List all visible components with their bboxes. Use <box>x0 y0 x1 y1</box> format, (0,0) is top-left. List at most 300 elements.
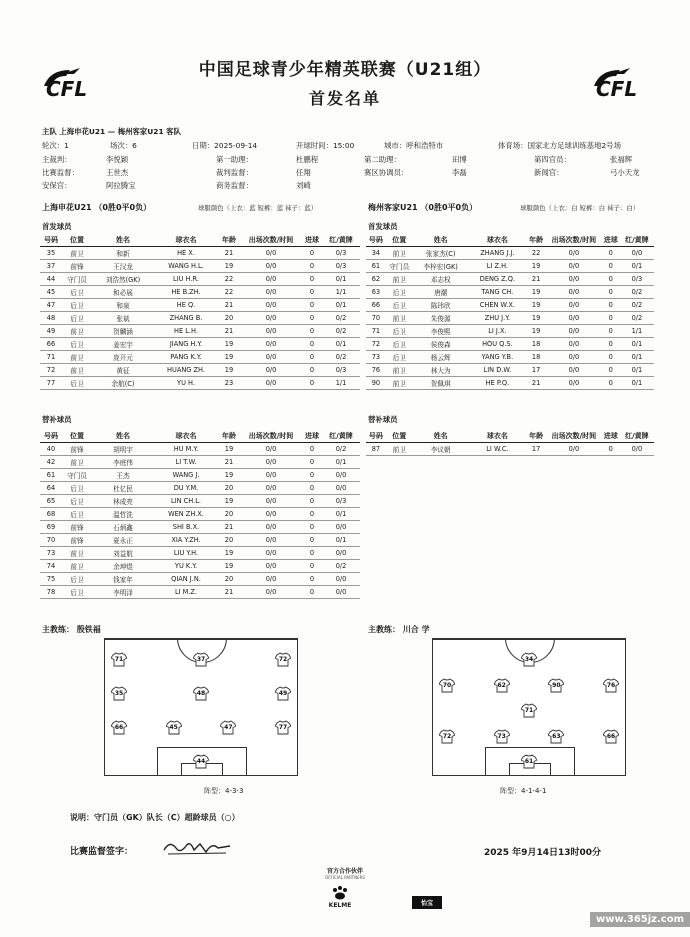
cell-cards: 0/1 <box>322 337 360 350</box>
cell-goals: 0 <box>302 272 322 285</box>
cell-age: 20 <box>218 533 240 546</box>
cell-number: 76 <box>366 363 386 376</box>
home-subs-table <box>40 430 360 599</box>
cell-cards: 0/1 <box>620 376 654 389</box>
column-header-goals: 进球 <box>302 234 322 246</box>
cell-shirt-name: WEN ZH.X. <box>154 507 218 520</box>
cell-appearances: 0/0 <box>240 285 302 298</box>
table-row <box>366 272 654 285</box>
cell-shirt-name: SHI B.X. <box>154 520 218 533</box>
match-number: 场次：6 <box>110 141 137 150</box>
cell-position: 前卫 <box>386 363 413 376</box>
cell-position: 后卫 <box>386 337 413 350</box>
cell-name: 贺佩琪 <box>413 376 469 389</box>
cell-shirt-name: HE L.H. <box>154 324 218 337</box>
table-row <box>366 246 654 259</box>
cell-shirt-name: HE P.Q. <box>469 376 527 389</box>
cell-name: 庞开元 <box>92 350 154 363</box>
table-row <box>40 572 360 585</box>
column-header-appearances: 出场次数/时间 <box>240 234 302 246</box>
cell-number: 61 <box>40 468 62 481</box>
cell-number: 71 <box>40 350 62 363</box>
cell-number: 34 <box>366 246 386 259</box>
cell-number: 69 <box>40 520 62 533</box>
player-shirt-number: 37 <box>196 656 206 663</box>
column-header-position: 位置 <box>386 234 413 246</box>
player-shirt-number: 71 <box>114 656 124 663</box>
cell-appearances: 0/0 <box>240 363 302 376</box>
cell-age: 19 <box>218 546 240 559</box>
cell-number: 45 <box>40 285 62 298</box>
table-row <box>40 455 360 468</box>
cell-goals: 0 <box>302 337 322 350</box>
cell-goals: 0 <box>302 246 322 259</box>
cell-age: 18 <box>526 337 546 350</box>
player-shirt <box>439 678 455 693</box>
cell-position: 守门员 <box>62 468 92 481</box>
cell-age: 19 <box>526 324 546 337</box>
table-row <box>40 376 360 389</box>
cell-name: 唐潮 <box>413 285 469 298</box>
cell-name: 和必展 <box>92 285 154 298</box>
cell-position: 后卫 <box>62 494 92 507</box>
legend-note: 说明：守门员（GK）队长（C）超龄球员（○） <box>70 813 240 822</box>
cell-appearances: 0/0 <box>546 285 602 298</box>
cell-shirt-name: LIU H.R. <box>154 272 218 285</box>
cell-number: 48 <box>40 311 62 324</box>
cell-position: 前卫 <box>62 455 92 468</box>
player-shirt <box>439 729 455 744</box>
cell-number: 70 <box>40 533 62 546</box>
cell-appearances: 0/0 <box>240 442 302 455</box>
cell-position: 前锋 <box>62 533 92 546</box>
cell-goals: 0 <box>302 350 322 363</box>
match-teams: 主队 上海申花U21 — 梅州客家U21 客队 <box>42 127 181 136</box>
cell-number: 75 <box>40 572 62 585</box>
cell-name: 和泉 <box>92 298 154 311</box>
cell-cards: 0/0 <box>620 246 654 259</box>
player-shirt-number: 35 <box>114 690 124 697</box>
column-header-position: 位置 <box>62 430 92 442</box>
cell-shirt-name: YU K.Y. <box>154 559 218 572</box>
player-shirt <box>603 678 619 693</box>
cell-shirt-name: HUANG ZH. <box>154 363 218 376</box>
player-shirt-number: 47 <box>224 724 233 731</box>
official-label: 第二助理： <box>364 155 401 164</box>
player-shirt-number: 63 <box>552 732 561 740</box>
player-shirt <box>521 652 537 667</box>
cell-number: 73 <box>366 350 386 363</box>
cell-position: 后卫 <box>62 376 92 389</box>
column-header-name: 姓名 <box>413 430 469 442</box>
column-header-name: 姓名 <box>92 234 154 246</box>
player-shirt <box>111 686 127 701</box>
cell-cards: 0/0 <box>322 520 360 533</box>
cell-number: 40 <box>40 442 62 455</box>
cell-age: 20 <box>218 507 240 520</box>
cell-age: 22 <box>218 272 240 285</box>
cell-position: 后卫 <box>62 311 92 324</box>
cell-cards: 0/0 <box>322 468 360 481</box>
column-header-appearances: 出场次数/时间 <box>546 430 602 442</box>
cell-shirt-name: YU H. <box>154 376 218 389</box>
cell-name: 姜宏宇 <box>92 337 154 350</box>
cell-age: 17 <box>526 442 546 455</box>
cell-position: 前卫 <box>62 324 92 337</box>
cell-position: 前卫 <box>386 376 413 389</box>
player-shirt <box>193 686 209 701</box>
cell-goals: 0 <box>602 311 620 324</box>
player-shirt-number: 77 <box>278 724 288 731</box>
cell-age: 19 <box>218 559 240 572</box>
cell-cards: 0/0 <box>322 585 360 598</box>
cell-appearances: 0/0 <box>240 572 302 585</box>
cell-age: 21 <box>218 585 240 598</box>
svg-text:CFL: CFL <box>596 77 638 100</box>
svg-text:CFL: CFL <box>46 77 88 100</box>
cell-shirt-name: HU M.Y. <box>154 442 218 455</box>
cell-goals: 0 <box>602 259 620 272</box>
cell-goals: 0 <box>302 468 322 481</box>
cell-appearances: 0/0 <box>546 376 602 389</box>
player-shirt-number: 62 <box>497 681 506 689</box>
player-shirt <box>548 729 564 744</box>
cell-goals: 0 <box>602 350 620 363</box>
cell-appearances: 0/0 <box>240 507 302 520</box>
player-shirt-number: 73 <box>497 732 506 740</box>
cell-age: 21 <box>218 298 240 311</box>
official-label: 商务监督： <box>216 181 253 190</box>
cell-cards: 1/1 <box>620 324 654 337</box>
cell-cards: 0/0 <box>322 481 360 494</box>
player-shirt <box>220 720 236 735</box>
cell-cards: 0/1 <box>620 350 654 363</box>
cell-number: 74 <box>40 559 62 572</box>
cell-position: 后卫 <box>62 572 92 585</box>
official-value: 王世杰 <box>106 168 129 177</box>
cell-name: 贺麟涵 <box>92 324 154 337</box>
cell-age: 19 <box>526 285 546 298</box>
player-shirt-number: 34 <box>524 656 534 663</box>
table-row <box>40 494 360 507</box>
cell-shirt-name: ZHU J.Y. <box>469 311 527 324</box>
player-shirt <box>494 678 510 693</box>
cell-age: 21 <box>526 272 546 285</box>
match-venue: 体育场：国家北方足球训练基地2号场 <box>498 141 621 150</box>
cell-number: 62 <box>366 272 386 285</box>
cell-age: 20 <box>218 572 240 585</box>
cell-name: 温哲洗 <box>92 507 154 520</box>
cell-appearances: 0/0 <box>546 337 602 350</box>
cell-shirt-name: WANG J. <box>154 468 218 481</box>
cell-number: 42 <box>40 455 62 468</box>
cell-position: 前卫 <box>62 246 92 259</box>
cell-cards: 0/2 <box>620 311 654 324</box>
cell-age: 19 <box>218 350 240 363</box>
cell-age: 20 <box>218 311 240 324</box>
table-row <box>40 337 360 350</box>
cell-appearances: 0/0 <box>546 350 602 363</box>
cell-name: 邓志权 <box>413 272 469 285</box>
player-shirt-number: 49 <box>278 690 288 697</box>
sponsors-subtitle: OFFICIAL PARTNERS <box>325 875 365 880</box>
player-shirt-number: 76 <box>606 681 616 689</box>
column-header-cards: 红/黄牌 <box>322 430 360 442</box>
cell-age: 21 <box>218 246 240 259</box>
cell-cards: 0/2 <box>620 298 654 311</box>
cell-goals: 0 <box>602 376 620 389</box>
cell-appearances: 0/0 <box>546 311 602 324</box>
cell-cards: 0/3 <box>322 246 360 259</box>
cell-age: 20 <box>218 481 240 494</box>
cell-name: 李议朝 <box>413 442 469 455</box>
official-value: 刘崎 <box>296 181 311 190</box>
cell-cards: 0/1 <box>322 533 360 546</box>
cell-position: 后卫 <box>386 285 413 298</box>
official-value: 弓小天龙 <box>610 168 640 177</box>
cell-goals: 0 <box>302 442 322 455</box>
cell-shirt-name: QIAN J.N. <box>154 572 218 585</box>
table-row <box>40 442 360 455</box>
column-header-age: 年龄 <box>526 430 546 442</box>
cell-name: 夏永正 <box>92 533 154 546</box>
cell-goals: 0 <box>302 324 322 337</box>
cell-name: 王汉龙 <box>92 259 154 272</box>
table-row <box>366 376 654 389</box>
cell-goals: 0 <box>302 363 322 376</box>
cell-position: 前卫 <box>62 350 92 363</box>
cell-shirt-name: DU Y.M. <box>154 481 218 494</box>
cell-position: 守门员 <box>62 272 92 285</box>
cell-position: 后卫 <box>62 337 92 350</box>
cell-number: 66 <box>40 337 62 350</box>
table-row <box>40 559 360 572</box>
cell-number: 47 <box>40 298 62 311</box>
cell-position: 后卫 <box>386 298 413 311</box>
column-header-position: 位置 <box>62 234 92 246</box>
cell-cards: 0/0 <box>322 572 360 585</box>
cell-number: 44 <box>40 272 62 285</box>
cell-appearances: 0/0 <box>240 311 302 324</box>
player-shirt <box>193 754 209 769</box>
table-row <box>366 324 654 337</box>
cell-appearances: 0/0 <box>240 468 302 481</box>
cell-goals: 0 <box>302 311 322 324</box>
cell-number: 78 <box>40 585 62 598</box>
cell-age: 19 <box>218 468 240 481</box>
cell-position: 前锋 <box>62 442 92 455</box>
cell-cards: 0/2 <box>322 442 360 455</box>
cell-cards: 0/3 <box>620 272 654 285</box>
cell-name: 钱家年 <box>92 572 154 585</box>
home-kit-colors: 球服颜色（上衣：蓝 短裤：蓝 袜子：蓝） <box>198 204 318 212</box>
match-kickoff: 开球时间：15:00 <box>296 141 355 150</box>
cell-goals: 0 <box>302 259 322 272</box>
cell-appearances: 0/0 <box>240 559 302 572</box>
page-subtitle: 首发名单 <box>308 89 381 108</box>
cell-appearances: 0/0 <box>240 324 302 337</box>
table-row <box>366 285 654 298</box>
official-value: 任翔 <box>296 168 311 177</box>
away-starters-label: 首发球员 <box>368 222 398 231</box>
column-header-name: 姓名 <box>92 430 154 442</box>
cell-goals: 0 <box>302 298 322 311</box>
cell-appearances: 0/0 <box>240 298 302 311</box>
table-row <box>40 246 360 259</box>
cell-appearances: 0/0 <box>240 259 302 272</box>
cell-number: 65 <box>40 494 62 507</box>
cell-cards: 0/0 <box>620 442 654 455</box>
match-city: 城市：呼和浩特市 <box>384 141 444 150</box>
player-shirt <box>275 720 291 735</box>
cell-goals: 0 <box>602 442 620 455</box>
cell-cards: 0/1 <box>620 363 654 376</box>
cell-goals: 0 <box>302 559 322 572</box>
cell-goals: 0 <box>302 376 322 389</box>
official-value: 李悦颖 <box>106 155 129 164</box>
cell-goals: 0 <box>602 285 620 298</box>
player-shirt-number: 66 <box>114 724 124 731</box>
column-header-shirt-name: 球衣名 <box>469 430 527 442</box>
cell-shirt-name: XIA Y.ZH. <box>154 533 218 546</box>
cell-cards: 0/3 <box>322 494 360 507</box>
official-label: 安保官： <box>42 181 72 190</box>
table-row <box>40 520 360 533</box>
cell-shirt-name: LI M.Z. <box>154 585 218 598</box>
cell-shirt-name: HE B.ZH. <box>154 285 218 298</box>
cell-appearances: 0/0 <box>240 585 302 598</box>
cell-appearances: 0/0 <box>240 520 302 533</box>
table-row <box>40 350 360 363</box>
column-header-number: 号码 <box>366 234 386 246</box>
player-shirt <box>193 652 209 667</box>
cell-appearances: 0/0 <box>546 324 602 337</box>
cell-cards: 0/0 <box>322 546 360 559</box>
table-row <box>40 481 360 494</box>
cell-name: 杜亿民 <box>92 481 154 494</box>
match-date: 日期：2025-09-14 <box>192 141 258 150</box>
cell-name: 林大为 <box>413 363 469 376</box>
player-shirt <box>603 729 619 744</box>
cell-position: 前卫 <box>386 442 413 455</box>
cell-name: 李庭伟 <box>92 455 154 468</box>
cell-shirt-name: LI Z.H. <box>469 259 527 272</box>
home-formation-pitch <box>104 638 298 776</box>
cell-shirt-name: ZHANG B. <box>154 311 218 324</box>
cell-shirt-name: YANG Y.B. <box>469 350 527 363</box>
kelme-paw-icon <box>332 886 348 900</box>
cell-shirt-name: WANG H.L. <box>154 259 218 272</box>
cell-name: 张斌 <box>92 311 154 324</box>
away-formation-pitch <box>432 638 626 776</box>
player-shirt-number: 70 <box>442 681 452 689</box>
cell-cards: 0/2 <box>620 285 654 298</box>
cell-cards: 1/1 <box>322 376 360 389</box>
column-header-cards: 红/黄牌 <box>620 234 654 246</box>
away-team-title: 梅州客家U21 （0胜0平0负） <box>368 203 478 212</box>
cell-goals: 0 <box>602 298 620 311</box>
cell-shirt-name: HE Q. <box>154 298 218 311</box>
cell-number: 68 <box>40 507 62 520</box>
player-shirt <box>166 720 182 735</box>
cell-goals: 0 <box>602 272 620 285</box>
cell-appearances: 0/0 <box>240 337 302 350</box>
table-row <box>366 350 654 363</box>
cell-appearances: 0/0 <box>240 455 302 468</box>
player-shirt <box>111 652 127 667</box>
cell-cards: 0/1 <box>322 455 360 468</box>
cell-shirt-name: DENG Z.Q. <box>469 272 527 285</box>
player-shirt-number: 72 <box>442 732 452 740</box>
cell-name: 刘益航 <box>92 546 154 559</box>
cell-name: 李梓宏(GK) <box>413 259 469 272</box>
cell-appearances: 0/0 <box>240 246 302 259</box>
cell-goals: 0 <box>602 363 620 376</box>
cell-number: 63 <box>366 285 386 298</box>
cell-appearances: 0/0 <box>240 376 302 389</box>
player-shirt-number: 48 <box>196 690 206 697</box>
cell-name: 李俊熙 <box>413 324 469 337</box>
away-coach: 主教练： 川合 学 <box>368 625 430 634</box>
cell-position: 后卫 <box>62 585 92 598</box>
player-shirt <box>494 729 510 744</box>
player-shirt-number: 61 <box>524 758 534 765</box>
sponsor-kelme-label: KELME <box>328 902 352 909</box>
cell-name: 黄征 <box>92 363 154 376</box>
cell-age: 21 <box>218 324 240 337</box>
signing-date: 2025 年9月14日13时00分 <box>484 848 602 858</box>
cell-position: 后卫 <box>62 481 92 494</box>
official-label: 比赛监督： <box>42 168 79 177</box>
cell-name: 刘浩然(GK) <box>92 272 154 285</box>
cell-age: 21 <box>526 376 546 389</box>
cell-appearances: 0/0 <box>240 272 302 285</box>
cell-cards: 0/1 <box>322 507 360 520</box>
cell-cards: 0/3 <box>322 259 360 272</box>
table-row <box>366 363 654 376</box>
cell-age: 19 <box>218 442 240 455</box>
cell-goals: 0 <box>602 246 620 259</box>
cell-position: 前卫 <box>62 363 92 376</box>
table-row <box>40 324 360 337</box>
cell-appearances: 0/0 <box>240 546 302 559</box>
cell-age: 22 <box>218 285 240 298</box>
cell-cards: 0/1 <box>322 272 360 285</box>
column-header-number: 号码 <box>366 430 386 442</box>
cell-cards: 0/1 <box>620 259 654 272</box>
cell-name: 杨云辉 <box>413 350 469 363</box>
player-shirt-number: 66 <box>606 732 616 740</box>
cell-appearances: 0/0 <box>546 298 602 311</box>
cell-appearances: 0/0 <box>546 442 602 455</box>
player-shirt <box>275 686 291 701</box>
column-header-appearances: 出场次数/时间 <box>240 430 302 442</box>
cell-age: 19 <box>526 259 546 272</box>
cell-cards: 0/2 <box>322 311 360 324</box>
sponsor-cestbon: 怡宝 <box>412 896 442 909</box>
column-header-goals: 进球 <box>602 430 620 442</box>
cell-goals: 0 <box>302 546 322 559</box>
cell-number: 73 <box>40 546 62 559</box>
cell-shirt-name: CHEN W.X. <box>469 298 527 311</box>
table-row <box>366 259 654 272</box>
cell-shirt-name: HOU Q.S. <box>469 337 527 350</box>
cell-age: 19 <box>218 494 240 507</box>
cell-position: 前卫 <box>386 272 413 285</box>
cell-shirt-name: LI W.C. <box>469 442 527 455</box>
official-value: 阿拉腾宝 <box>106 181 136 190</box>
official-label: 第四官员： <box>534 155 571 164</box>
